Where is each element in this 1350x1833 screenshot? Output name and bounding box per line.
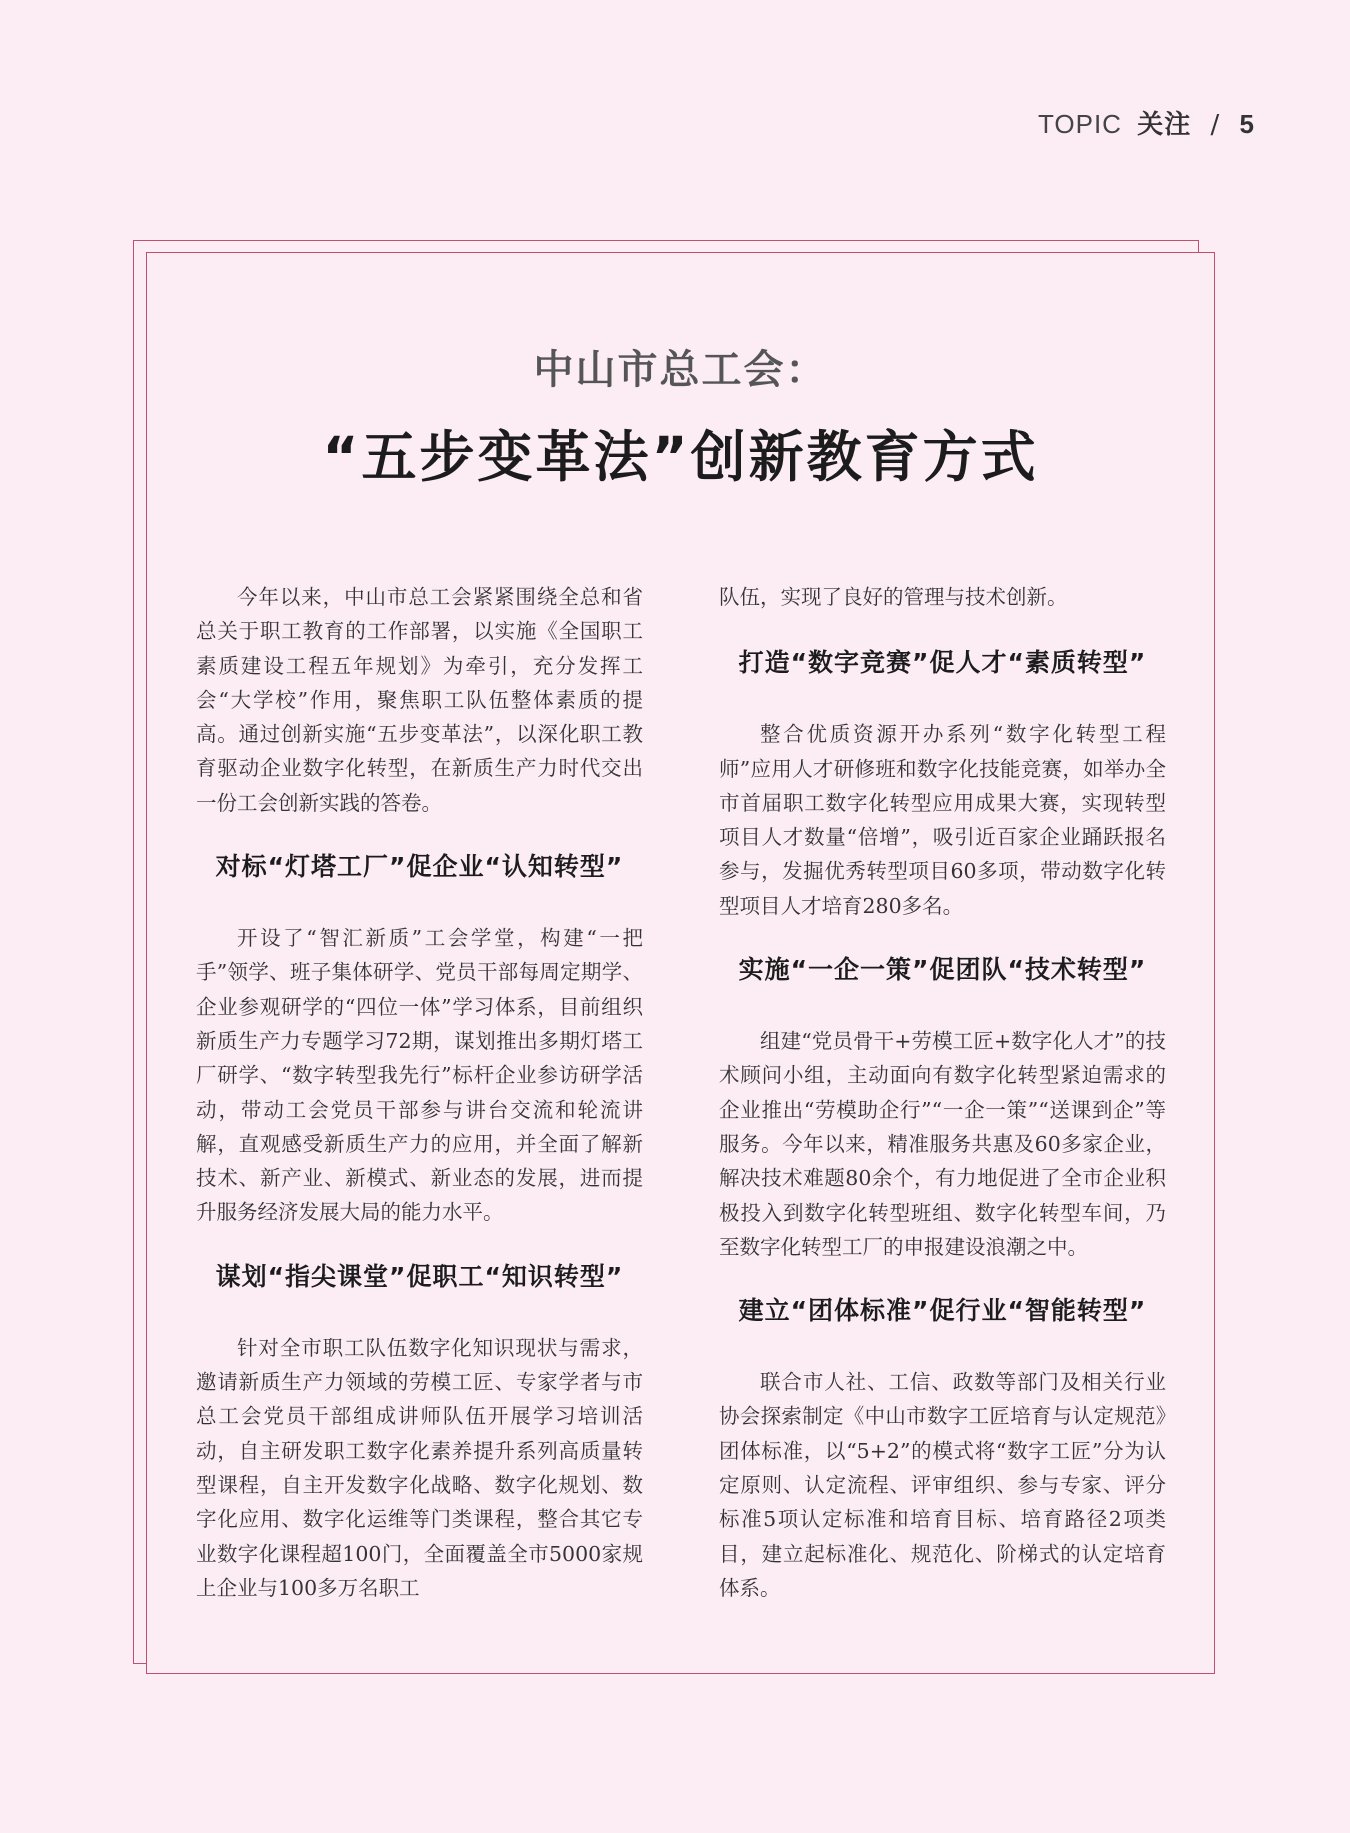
section-heading-quality: 打造“数字竞赛”促人才“素质转型” <box>738 648 1147 678</box>
left-column <box>196 580 643 1605</box>
section-heading-technology: 实施“一企一策”促团队“技术转型” <box>738 955 1147 985</box>
section-heading-knowledge: 谋划“指尖课堂”促职工“知识转型” <box>215 1261 624 1291</box>
right-column <box>719 580 1166 1605</box>
section-body-cognition: 开设了“智汇新质”工会学堂，构建“一把手”领学、班子集体研学、党员干部每周定期学、企业参观研学的“四位一体”学习体系，目前组织新质生产力专题学习72期，谋划推出多期灯塔工厂研学、“数字转型我先行”标杆企业参访研学活动，带动工会党员干部参与讲台交流和轮流讲解，直观感受新质生产力的应用，并全面了解新技术、新产业、新模式、新业态的发展，进而提升服务经济发展大局的能力水平。 <box>196 926 643 1225</box>
article-subtitle: 中山市总工会： <box>533 347 828 393</box>
header-separator: / <box>1210 110 1221 140</box>
section-heading-intelligence: 建立“团体标准”促行业“智能转型” <box>738 1296 1147 1326</box>
section-body-quality: 整合优质资源开办系列“数字化转型工程师”应用人才研修班和数字化技能竞赛，如举办全市首届职工数字化转型应用成果大赛，实现转型项目人才数量“倍增”，吸引近百家企业踊跃报名参与，发掘优秀转型项目60多项，带动数字化转型项目人才培育280多名。 <box>719 722 1166 918</box>
section-body-knowledge: 针对全市职工队伍数字化知识现状与需求，邀请新质生产力领域的劳模工匠、专家学者与市总工会党员干部组成讲师队伍开展学习培训活动，自主研发职工数字化素养提升系列高质量转型课程，自主开发数字化战略、数字化规划、数字化应用、数字化运维等门类课程，整合其它专业数字化课程超100门，全面覆盖全市5000家规上企业与100多万名职工 <box>196 1335 643 1600</box>
topic-label-en: TOPIC <box>1037 109 1122 139</box>
page-number: 5 <box>1239 109 1255 139</box>
page-header <box>1038 104 1255 141</box>
intro-paragraph: 今年以来，中山市总工会紧紧围绕全总和省总关于职工教育的工作部署，以实施《全国职工素质建设工程五年规划》为牵引，充分发挥工会“大学校”作用，聚焦职工队伍整体素质的提高。通过创新实施“五步变革法”，以深化职工教育驱动企业数字化转型，在新质生产力时代交出一份工会创新实践的答卷。 <box>196 585 643 815</box>
section-body-intelligence: 联合市人社、工信、政数等部门及相关行业协会探索制定《中山市数字工匠培育与认定规范》团体标准，以“5+2”的模式将“数字工匠”分为认定原则、认定流程、评审组织、参与专家、评分标准5项认定标准和培育目标、培育路径2项类目，建立起标准化、规范化、阶梯式的认定培育体系。 <box>719 1370 1166 1600</box>
section-heading-cognition: 对标“灯塔工厂”促企业“认知转型” <box>215 852 624 882</box>
section-body-technology: 组建“党员骨干+劳模工匠+数字化人才”的技术顾问小组，主动面向有数字化转型紧迫需求的企业推出“劳模助企行”“一企一策”“送课到企”等服务。今年以来，精准服务共惠及60多家企业，解决技术难题80余个，有力地促进了全市企业积极投入到数字化转型班组、数字化转型车间，乃至数字化转型工厂的申报建设浪潮之中。 <box>719 1029 1166 1259</box>
topic-label-cn: 关注 <box>1137 110 1192 140</box>
continuation-paragraph: 队伍，实现了良好的管理与技术创新。 <box>719 585 1068 609</box>
article-title: “五步变革法”创新教育方式 <box>322 425 1039 489</box>
